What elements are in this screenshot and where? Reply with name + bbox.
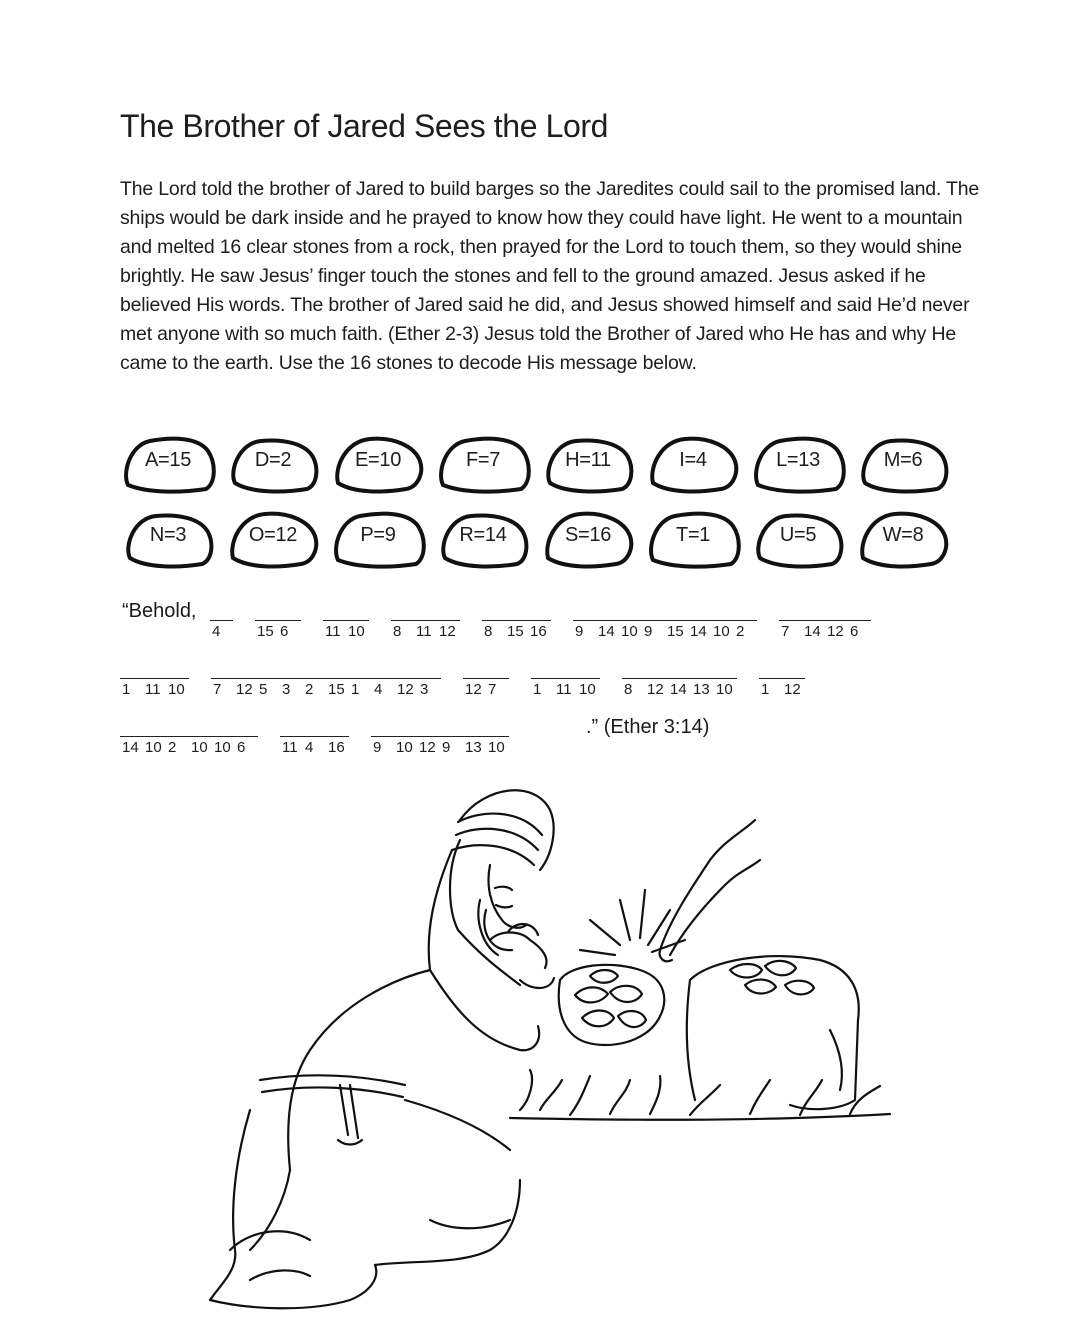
cipher-number: 8 [624, 681, 633, 698]
cipher-number: 14 [598, 623, 615, 640]
cipher-number: 12 [397, 681, 414, 698]
cipher-word-blank [210, 620, 233, 643]
cipher-number: 2 [305, 681, 314, 698]
coloring-illustration [190, 780, 910, 1320]
quote-opening: “Behold, [122, 600, 197, 622]
cipher-number: 12 [439, 623, 456, 640]
cipher-word-blank [779, 620, 871, 643]
stone-key-label: A=15 [144, 449, 192, 471]
stone-key-label: T=1 [675, 524, 711, 546]
cipher-number: 10 [348, 623, 365, 640]
cipher-number: 14 [690, 623, 707, 640]
cipher-number: 12 [465, 681, 482, 698]
stone-key-label: N=3 [149, 524, 187, 546]
cipher-number: 10 [396, 739, 413, 756]
cipher-number: 13 [465, 739, 482, 756]
cipher-word-blank [482, 620, 551, 643]
stone-key [435, 508, 531, 570]
stone-key-label: U=5 [779, 524, 817, 546]
puzzle-line-2 [120, 678, 940, 700]
stone-key [120, 508, 216, 570]
stone-key-label: M=6 [883, 449, 923, 471]
stone-key [855, 433, 951, 495]
stone-key-label: D=2 [254, 449, 292, 471]
cipher-word-blank [120, 736, 258, 759]
cipher-word-blank [463, 678, 509, 701]
stone-key [330, 508, 426, 570]
cipher-number: 12 [236, 681, 253, 698]
puzzle-line-1 [210, 620, 970, 642]
cipher-number: 8 [484, 623, 493, 640]
stone-key-label: H=11 [565, 449, 611, 471]
cipher-word-blank [391, 620, 460, 643]
stone-key [540, 433, 636, 495]
stone-key [225, 433, 321, 495]
stone-key-label: I=4 [679, 449, 707, 471]
cipher-number: 10 [713, 623, 730, 640]
quote-closing: .” (Ether 3:14) [586, 716, 710, 738]
stone-key-label: E=10 [354, 449, 402, 471]
cipher-number: 6 [280, 623, 289, 640]
cipher-number: 1 [761, 681, 770, 698]
cipher-number: 4 [212, 623, 221, 640]
cipher-number: 14 [804, 623, 821, 640]
cipher-number: 16 [530, 623, 547, 640]
cipher-number: 13 [693, 681, 710, 698]
cipher-word-blank [280, 736, 349, 759]
cipher-number: 9 [575, 623, 584, 640]
cipher-number: 10 [168, 681, 185, 698]
stone-key-label: L=13 [776, 449, 820, 471]
cipher-word-blank [323, 620, 369, 643]
cipher-word-blank [211, 678, 441, 701]
cipher-number: 12 [647, 681, 664, 698]
cipher-number: 11 [556, 681, 572, 698]
cipher-number: 4 [374, 681, 383, 698]
cipher-number: 1 [122, 681, 131, 698]
stone-key-row-1 [120, 433, 960, 495]
stone-key-label: P=9 [360, 524, 396, 546]
cipher-number: 14 [670, 681, 687, 698]
cipher-number: 2 [168, 739, 177, 756]
stone-key-label: R=14 [459, 524, 507, 546]
cipher-number: 1 [533, 681, 542, 698]
stone-key [225, 508, 321, 570]
stone-key [645, 433, 741, 495]
cipher-number: 6 [850, 623, 859, 640]
cipher-number: 12 [827, 623, 844, 640]
cipher-number: 11 [416, 623, 432, 640]
cipher-number: 3 [420, 681, 429, 698]
stone-key [120, 433, 216, 495]
cipher-number: 15 [328, 681, 345, 698]
cipher-number: 10 [488, 739, 505, 756]
cipher-number: 9 [644, 623, 653, 640]
cipher-number: 9 [442, 739, 451, 756]
cipher-number: 15 [667, 623, 684, 640]
cipher-number: 10 [621, 623, 638, 640]
cipher-word-blank [531, 678, 600, 701]
stone-key [855, 508, 951, 570]
stone-key [540, 508, 636, 570]
cipher-number: 10 [716, 681, 733, 698]
cipher-number: 11 [145, 681, 161, 698]
stone-key [435, 433, 531, 495]
stone-key-row-2 [120, 508, 960, 570]
cipher-number: 11 [282, 739, 298, 756]
cipher-number: 2 [736, 623, 745, 640]
cipher-word-blank [371, 736, 509, 759]
stone-key-label: W=8 [882, 524, 924, 546]
cipher-number: 10 [579, 681, 596, 698]
stone-key [330, 433, 426, 495]
cipher-number: 3 [282, 681, 291, 698]
stone-key-label: S=16 [564, 524, 612, 546]
cipher-number: 7 [213, 681, 222, 698]
cipher-number: 7 [488, 681, 497, 698]
cipher-word-blank [120, 678, 189, 701]
stone-key [750, 433, 846, 495]
cipher-number: 14 [122, 739, 139, 756]
cipher-number: 8 [393, 623, 402, 640]
cipher-number: 15 [257, 623, 274, 640]
cipher-number: 1 [351, 681, 360, 698]
stone-key-label: F=7 [465, 449, 501, 471]
cipher-number: 12 [784, 681, 801, 698]
page-title: The Brother of Jared Sees the Lord [120, 108, 609, 144]
stone-key-label: O=12 [248, 524, 298, 546]
stone-key [750, 508, 846, 570]
cipher-word-blank [622, 678, 737, 701]
cipher-number: 16 [328, 739, 345, 756]
cipher-number: 5 [259, 681, 268, 698]
cipher-number: 15 [507, 623, 524, 640]
cipher-word-blank [255, 620, 301, 643]
cipher-number: 10 [191, 739, 208, 756]
cipher-number: 9 [373, 739, 382, 756]
stone-key [645, 508, 741, 570]
cipher-number: 7 [781, 623, 790, 640]
cipher-number: 4 [305, 739, 314, 756]
kneeling-man-illustration [190, 780, 910, 1320]
cipher-word-blank [573, 620, 757, 643]
puzzle-line-3 [120, 736, 590, 758]
cipher-number: 10 [145, 739, 162, 756]
cipher-word-blank [759, 678, 805, 701]
cipher-number: 6 [237, 739, 246, 756]
intro-paragraph: The Lord told the brother of Jared to build barges so the Jaredites could sail to the promised land. The ships would be dark inside and he prayed to know how they could have light. He went to a mountain and melted 16 clear stones from a rock, then prayed for the Lord to touch them, so they would shine brightly. He saw Jesus’ finger touch the stones and fell to the ground amazed. Jesus asked if he believed His words. The brother of Jared said he did, and Jesus showed himself and said He’d never met anyone with so much faith. (Ether 2-3) Jesus told the Brother of Jared who He has and why He came to the earth. Use the 16 stones to decode His message below. [120, 178, 980, 374]
cipher-number: 11 [325, 623, 341, 640]
cipher-number: 12 [419, 739, 436, 756]
cipher-number: 10 [214, 739, 231, 756]
